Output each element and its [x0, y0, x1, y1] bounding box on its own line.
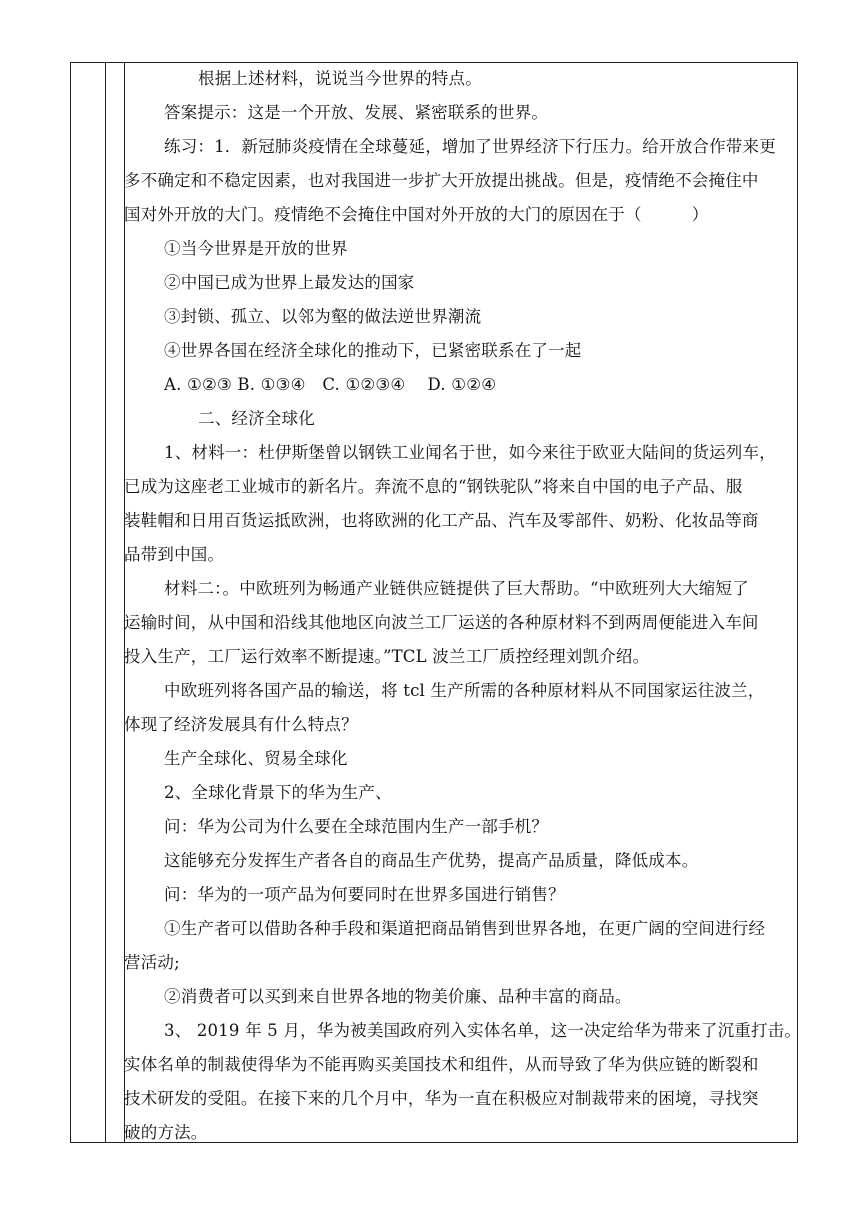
text-line: 生产全球化、贸易全球化 — [164, 749, 348, 768]
text-line: 答案提示：这是一个开放、发展、紧密联系的世界。 — [164, 103, 549, 122]
text-line: 3、 2019 年 5 月，华为被美国政府列入实体名单，这一决定给华为带来了沉重打击。 — [164, 1021, 802, 1040]
text-line: 国对外开放的大门。疫情绝不会掩住中国对外开放的大门的原因在于（ ） — [124, 205, 709, 224]
text-line: ④世界各国在经济全球化的推动下，已紧密联系在了一起 — [164, 341, 582, 360]
text-line: ①生产者可以借助各种手段和渠道把商品销售到世界各地，在更广阔的空间进行经 — [164, 919, 766, 938]
text-line: 问：华为公司为什么要在全球范围内生产一部手机？ — [164, 817, 549, 836]
lesson-content — [124, 62, 802, 1150]
text-line: ②中国已成为世界上最发达的国家 — [164, 273, 415, 292]
text-line: 2、全球化背景下的华为生产、 — [164, 783, 392, 802]
text-line: 已成为这座老工业城市的新名片。奔流不息的“钢铁驼队”将来自中国的电子产品、服 — [124, 477, 743, 496]
text-line: 技术研发的受阻。在接下来的几个月中，华为一直在积极应对制裁带来的困境，寻找突 — [124, 1089, 759, 1108]
text-line: 材料二：。中欧班列为畅通产业链供应链提供了巨大帮助。“中欧班列大大缩短了 — [164, 579, 749, 598]
text-line: ②消费者可以买到来自世界各地的物美价廉、品种丰富的商品。 — [164, 987, 632, 1006]
text-line: 练习：1．新冠肺炎疫情在全球蔓延，增加了世界经济下行压力。给开放合作带来更 — [164, 137, 776, 156]
text-line: 装鞋帽和日用百货运抵欧洲，也将欧洲的化工产品、汽车及零部件、奶粉、化妆品等商 — [124, 511, 759, 530]
text-line: 破的方法。 — [124, 1123, 208, 1142]
text-line: 二、经济全球化 — [198, 409, 315, 428]
text-line: 问：华为的一项产品为何要同时在世界多国进行销售？ — [164, 885, 565, 904]
text-line: 这能够充分发挥生产者各自的商品生产优势，提高产品质量，降低成本。 — [164, 851, 699, 870]
text-line: 品带到中国。 — [124, 545, 225, 564]
text-line: ①当今世界是开放的世界 — [164, 239, 348, 258]
text-line: 投入生产，工厂运行效率不断提速。”TCL 波兰工厂质控经理刘凯介绍。 — [124, 647, 650, 666]
text-line: 1、材料一：杜伊斯堡曾以钢铁工业闻名于世，如今来往于欧亚大陆间的货运列车， — [164, 443, 776, 462]
column-divider-left — [105, 63, 106, 1142]
text-line: ③封锁、孤立、以邻为壑的做法逆世界潮流 — [164, 307, 482, 326]
text-line: 营活动; — [124, 953, 180, 972]
text-line: A. ①②③ B. ①③④ C. ①②③④ D. ①②④ — [164, 375, 497, 394]
text-line: 运输时间，从中国和沿线其他地区向波兰工厂运送的各种原材料不到两周便能进入车间 — [124, 613, 759, 632]
text-line: 体现了经济发展具有什么特点？ — [124, 715, 358, 734]
text-line: 多不确定和不稳定因素，也对我国进一步扩大开放提出挑战。但是，疫情绝不会掩住中 — [124, 171, 759, 190]
text-line: 实体名单的制裁使得华为不能再购买美国技术和组件，从而导致了华为供应链的断裂和 — [124, 1055, 759, 1074]
text-line: 根据上述材料，说说当今世界的特点。 — [198, 69, 482, 88]
text-line: 中欧班列将各国产品的输送，将 tcl 生产所需的各种原材料从不同国家运往波兰， — [164, 681, 765, 700]
